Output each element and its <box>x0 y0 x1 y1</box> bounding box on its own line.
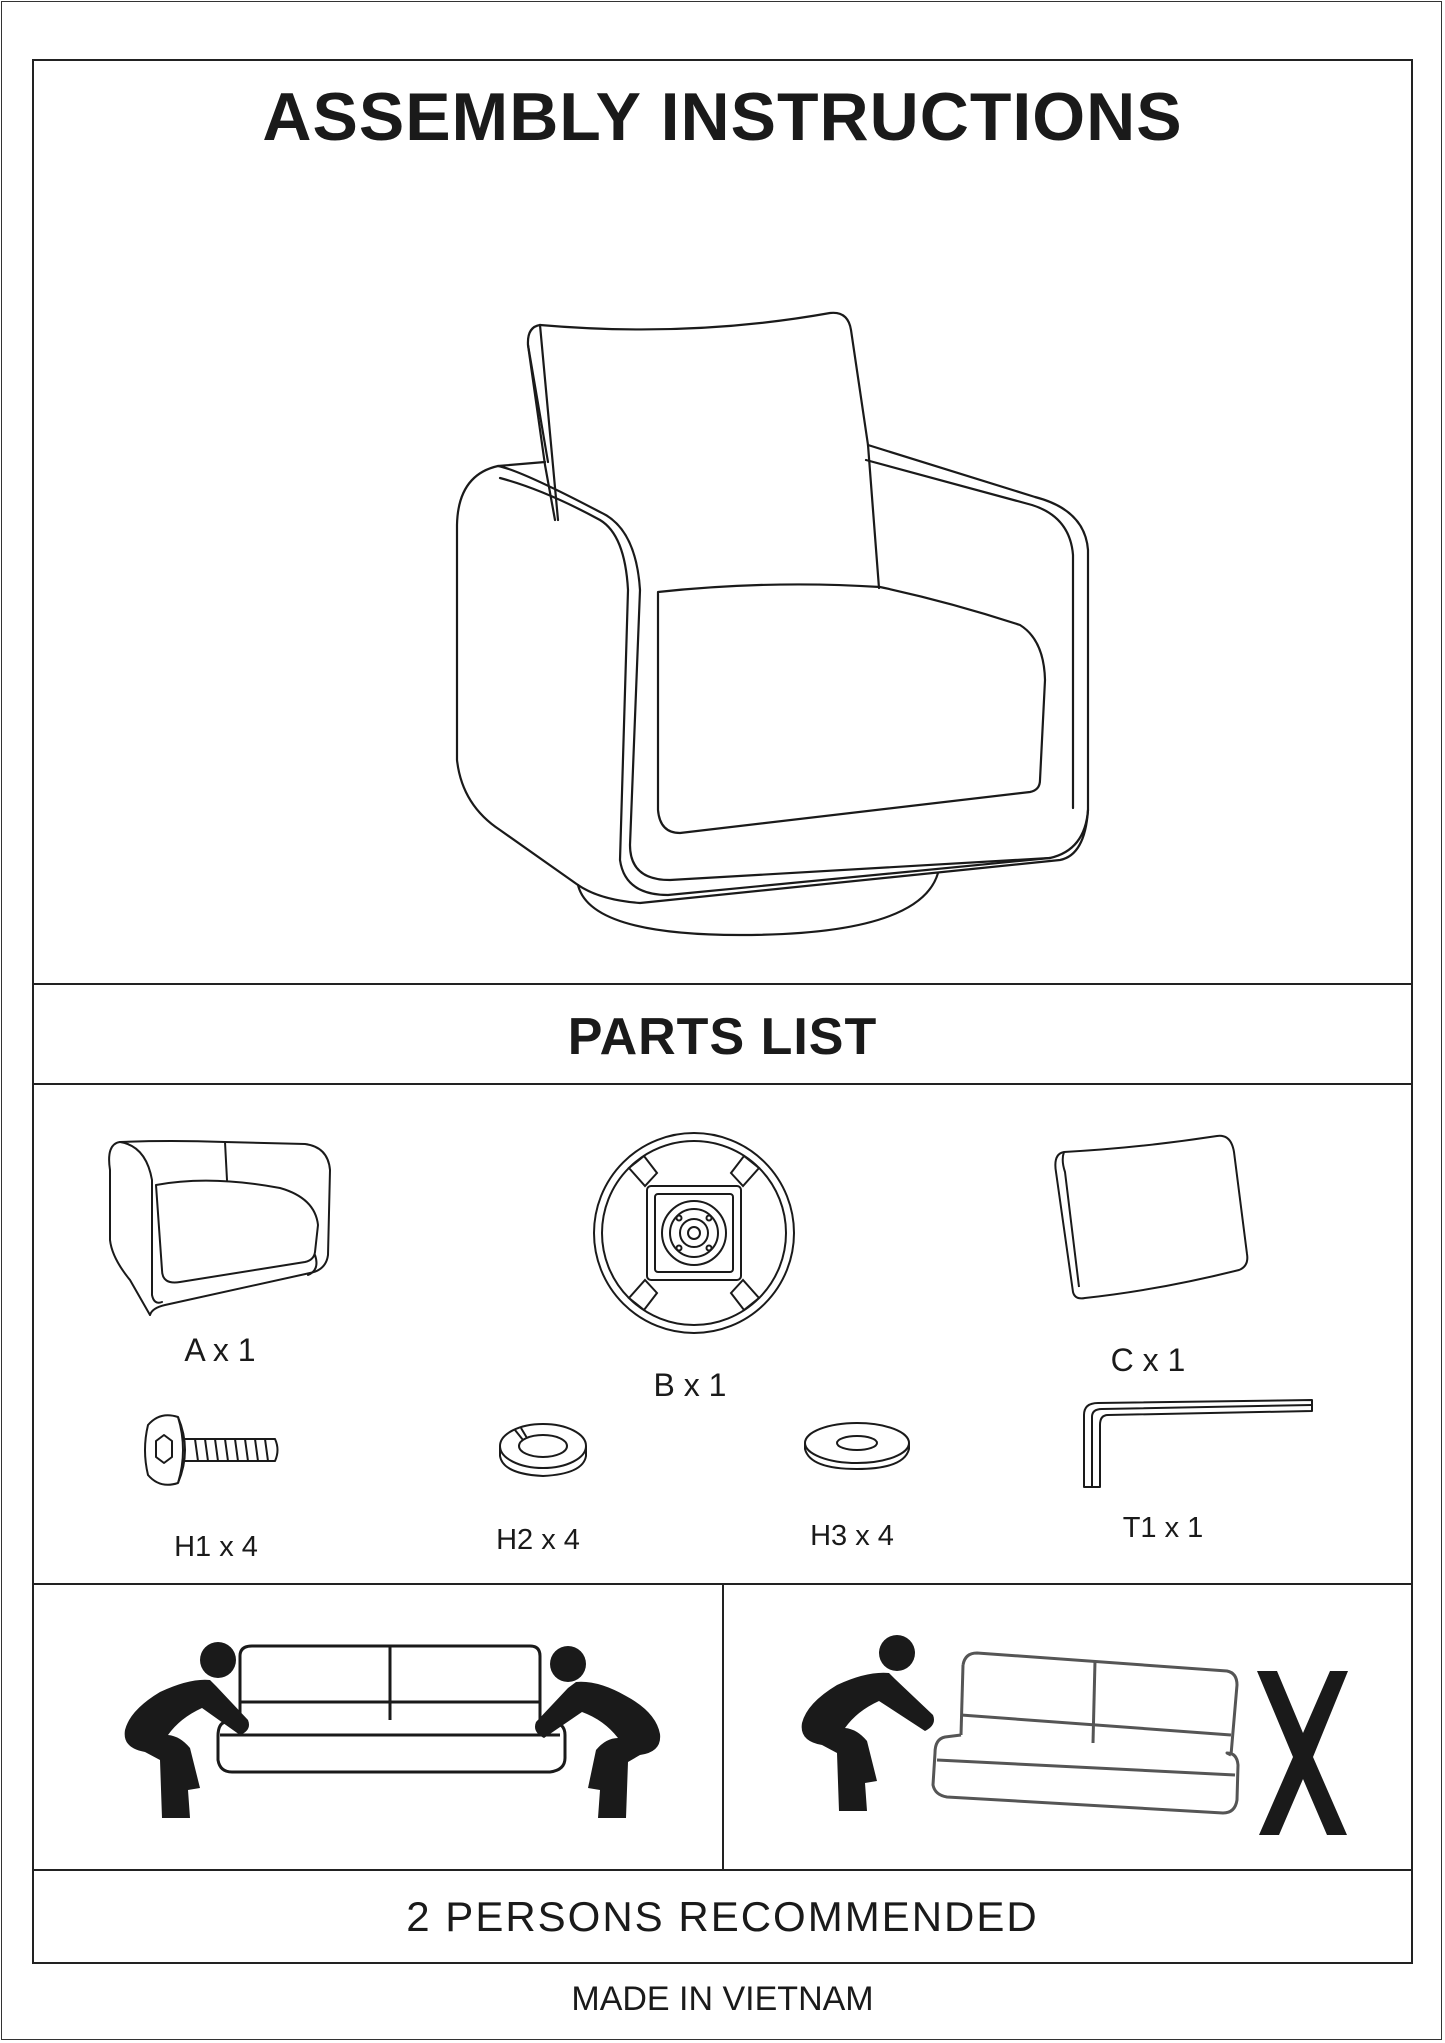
back-cushion-icon <box>1049 1132 1259 1312</box>
divider <box>32 983 1413 985</box>
made-in-label: MADE IN VIETNAM <box>571 1980 874 2018</box>
part-label-h3: H3 x 4 <box>810 1520 894 1552</box>
divider <box>32 1869 1413 1871</box>
persons-recommended-note: 2 PERSONS RECOMMENDED <box>406 1893 1039 1940</box>
parts-list-title: PARTS LIST <box>567 1008 878 1066</box>
one-person-carry-wrong-icon <box>795 1635 1365 1845</box>
bolt-icon <box>140 1405 290 1495</box>
part-label-c: C x 1 <box>1110 1342 1186 1378</box>
flat-washer-icon <box>800 1417 915 1477</box>
spring-washer-icon <box>493 1416 593 1486</box>
two-person-carry-icon <box>120 1640 690 1840</box>
part-label-a: A x 1 <box>184 1332 256 1368</box>
allen-key-icon <box>1074 1395 1314 1495</box>
armchair-illustration <box>0 0 1445 980</box>
divider <box>32 1083 1413 1085</box>
part-label-b: B x 1 <box>653 1367 727 1403</box>
page-title: ASSEMBLY INSTRUCTIONS <box>262 79 1183 155</box>
part-label-h1: H1 x 4 <box>174 1531 258 1563</box>
chair-body-icon <box>100 1130 340 1320</box>
divider <box>722 1583 724 1869</box>
swivel-base-icon <box>589 1128 799 1338</box>
part-label-h2: H2 x 4 <box>496 1524 580 1556</box>
part-label-t1: T1 x 1 <box>1122 1512 1204 1544</box>
